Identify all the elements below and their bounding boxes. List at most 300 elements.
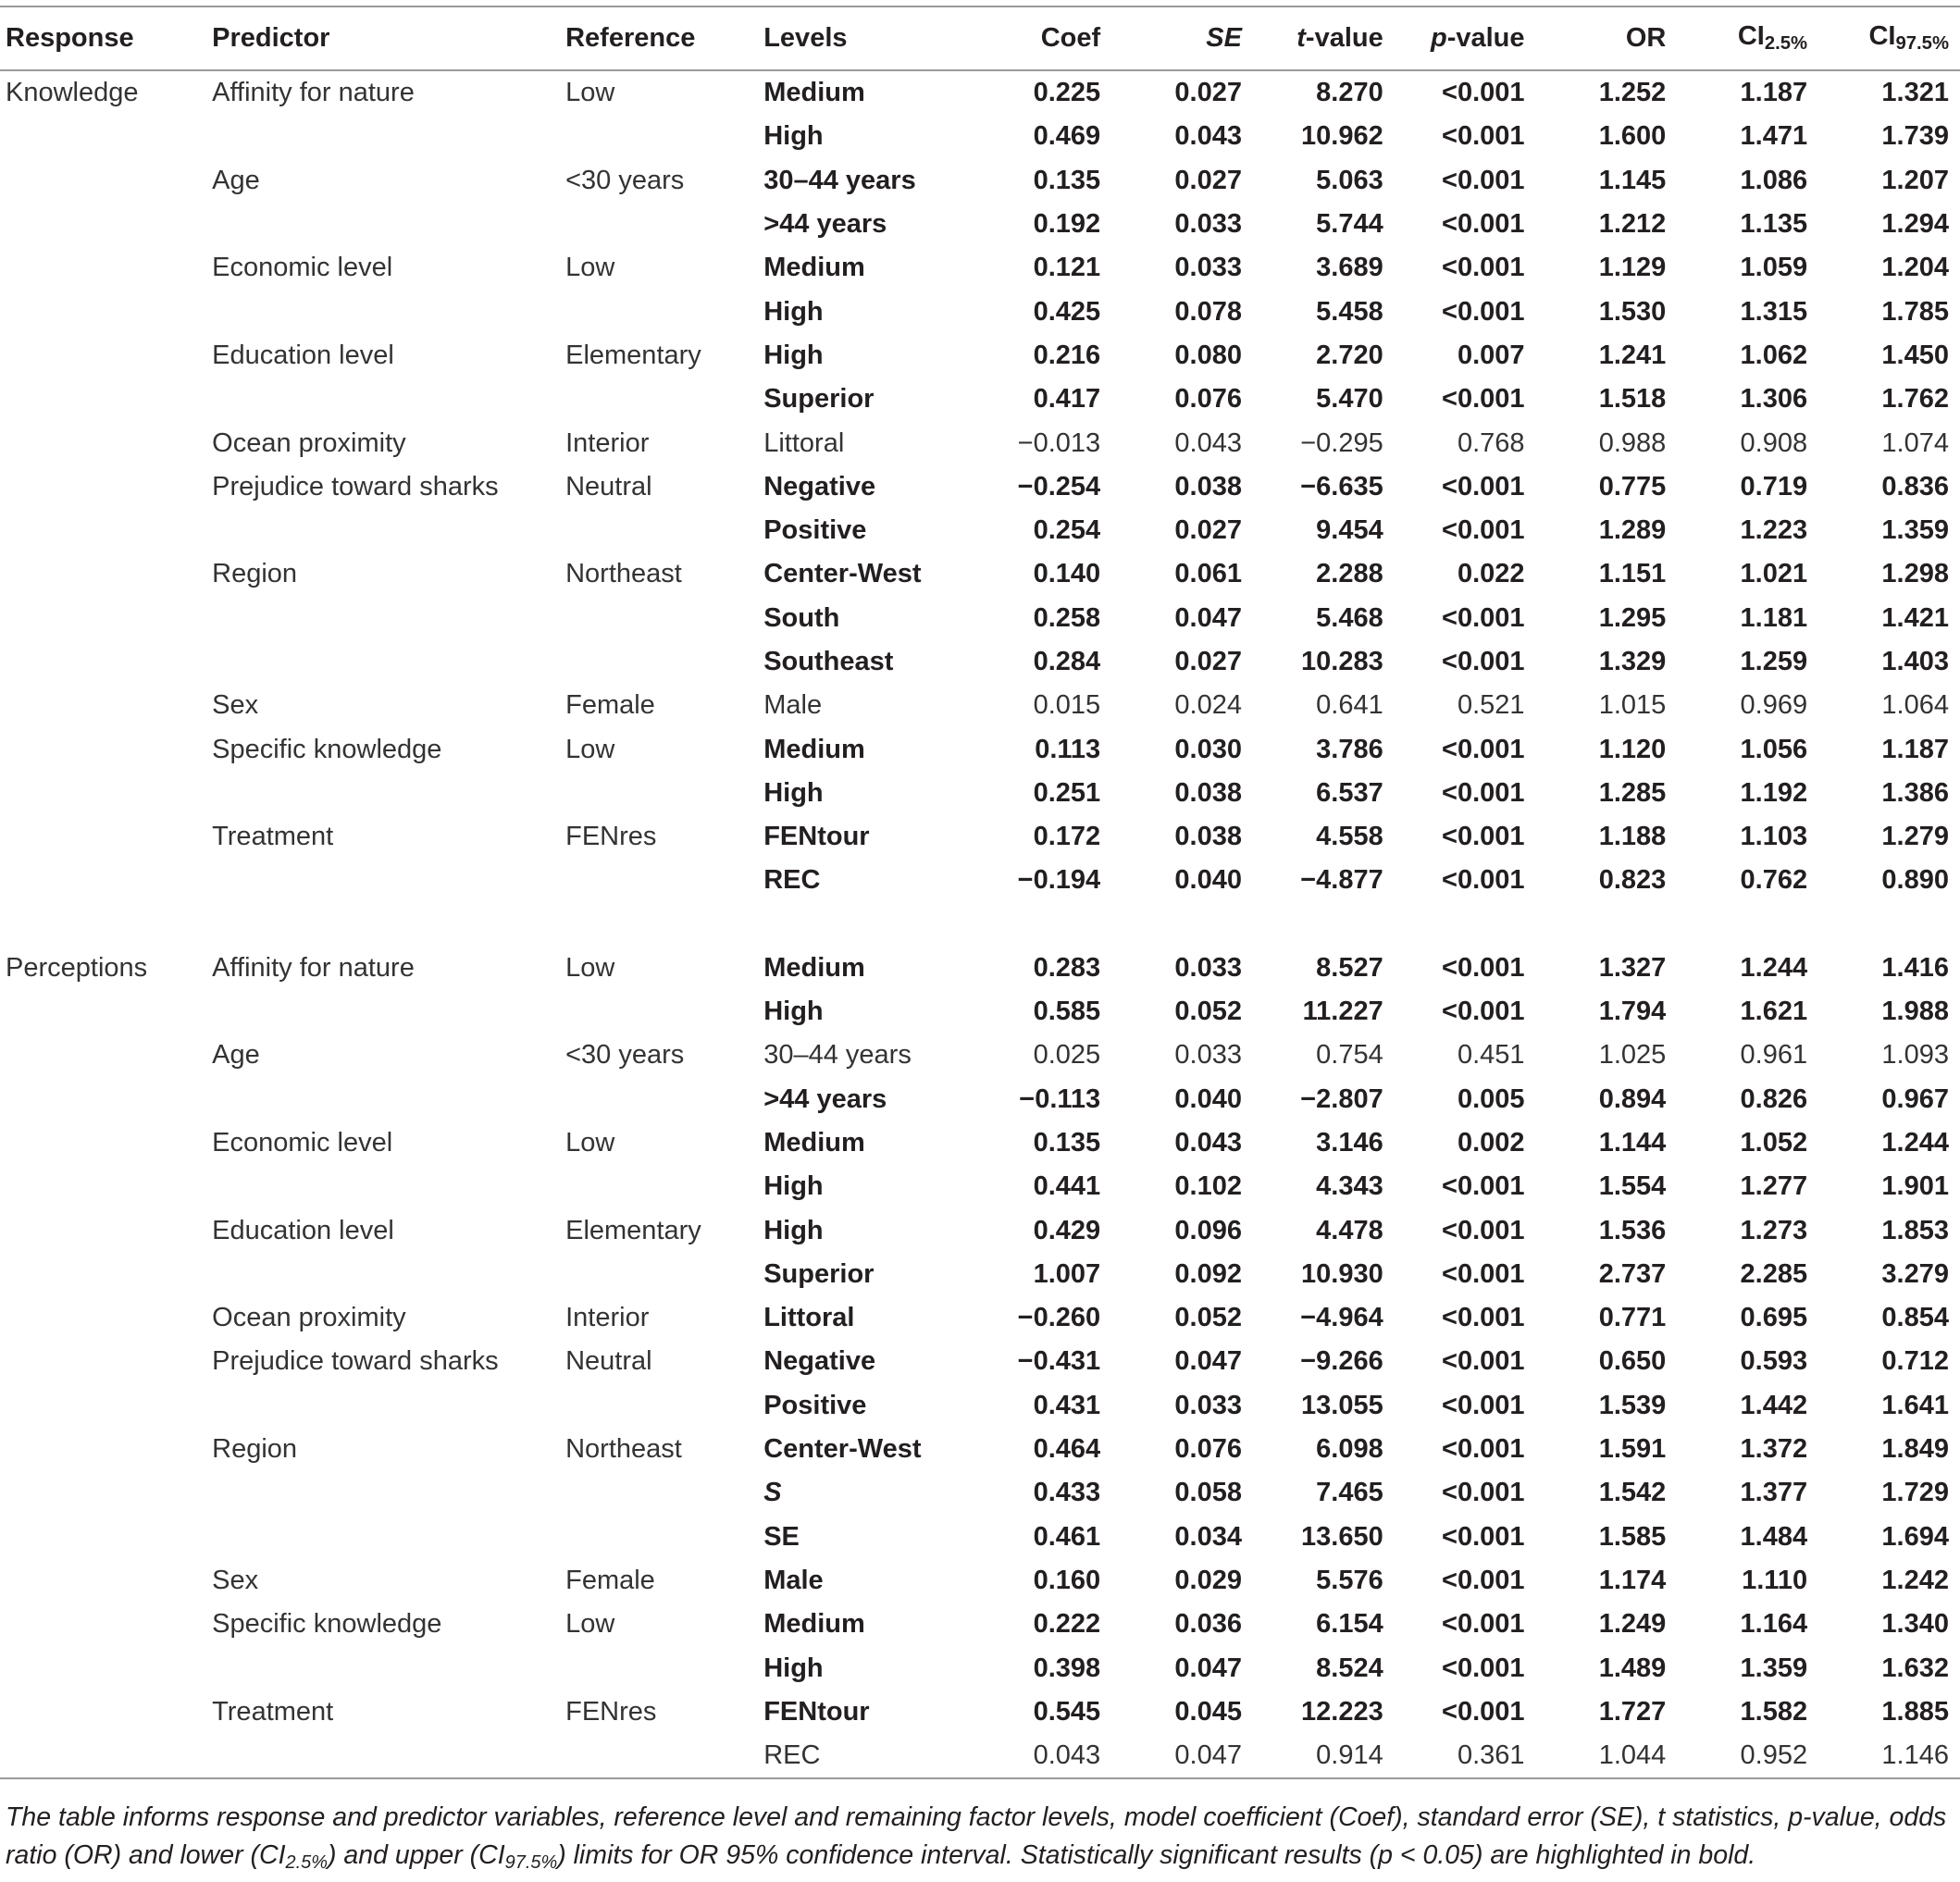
reference-cell — [558, 1165, 756, 1208]
or-cell: 1.295 — [1598, 602, 1667, 633]
header-predictor: Predictor — [205, 6, 558, 70]
ci-low-cell: 1.621 — [1740, 997, 1808, 1027]
reference-cell — [558, 1471, 756, 1515]
table-row — [0, 290, 1960, 333]
ci-low-cell: 0.719 — [1740, 471, 1808, 501]
level-cell: SE — [763, 1521, 800, 1552]
or-cell: 0.894 — [1598, 1083, 1667, 1114]
p-value-cell: 0.521 — [1457, 690, 1525, 721]
or-cell: 1.536 — [1598, 1215, 1667, 1245]
coef-cell: 0.433 — [1033, 1478, 1101, 1508]
coef-cell: 0.216 — [1033, 340, 1101, 370]
predictor-cell: Education level — [212, 1215, 394, 1245]
coef-cell: −0.013 — [1017, 427, 1101, 458]
se-cell: 0.030 — [1174, 734, 1242, 764]
predictor-cell: Prejudice toward sharks — [212, 471, 499, 501]
t-value-cell: −0.295 — [1300, 427, 1383, 458]
level-cell: Male — [763, 690, 823, 721]
table-row — [0, 640, 1960, 684]
t-value-cell: 11.227 — [1302, 997, 1383, 1027]
level-cell: High — [763, 777, 824, 808]
coef-cell: 0.135 — [1033, 1127, 1101, 1158]
se-cell: 0.033 — [1174, 1390, 1242, 1420]
se-cell: 0.092 — [1174, 1258, 1242, 1289]
t-value-cell: 6.154 — [1316, 1609, 1383, 1640]
se-cell: 0.038 — [1174, 777, 1242, 808]
p-value-cell: 0.005 — [1457, 1083, 1525, 1114]
p-value-cell: <0.001 — [1442, 1390, 1525, 1420]
or-cell: 1.542 — [1598, 1478, 1667, 1508]
table-row — [0, 1646, 1960, 1690]
se-cell: 0.029 — [1174, 1565, 1242, 1595]
response-cell — [0, 246, 205, 290]
reference-cell: <30 years — [565, 165, 685, 195]
p-value-cell: <0.001 — [1442, 1521, 1525, 1552]
coef-cell: 0.417 — [1033, 384, 1101, 415]
p-value-cell: <0.001 — [1442, 1565, 1525, 1595]
coef-cell: 0.140 — [1033, 559, 1101, 589]
t-value-cell: 5.468 — [1316, 602, 1383, 633]
se-cell: 0.027 — [1174, 515, 1242, 546]
reference-cell — [558, 203, 756, 246]
predictor-cell: Age — [212, 1040, 260, 1071]
coef-cell: 0.254 — [1033, 515, 1101, 546]
header-or: OR — [1536, 6, 1678, 70]
ci-low-cell: 1.244 — [1740, 952, 1808, 983]
ci-low-cell: 1.223 — [1740, 515, 1808, 546]
t-value-cell: 13.055 — [1301, 1390, 1383, 1420]
response-cell — [0, 465, 205, 509]
p-value-cell: 0.002 — [1457, 1127, 1525, 1158]
predictor-cell: Economic level — [212, 1127, 393, 1158]
ci-high-cell: 1.340 — [1881, 1609, 1949, 1640]
response-cell — [0, 1559, 205, 1603]
table-row — [0, 815, 1960, 859]
reference-cell: Interior — [565, 427, 650, 458]
header-response: Response — [0, 6, 205, 70]
table-header — [0, 6, 1960, 70]
table-row — [0, 1559, 1960, 1603]
ci-high-cell: 1.074 — [1881, 427, 1949, 458]
reference-cell — [558, 1253, 756, 1296]
se-cell: 0.027 — [1174, 78, 1242, 108]
or-cell: 1.145 — [1598, 165, 1667, 195]
or-cell: 0.823 — [1598, 865, 1667, 896]
table-row — [0, 552, 1960, 596]
se-cell: 0.047 — [1111, 1734, 1253, 1778]
se-cell: 0.033 — [1174, 209, 1242, 240]
table-caption — [6, 1799, 1949, 1882]
se-cell: 0.040 — [1174, 1083, 1242, 1114]
coef-cell: −0.194 — [1017, 865, 1101, 896]
header-ci-high-sub: 97.5% — [1895, 33, 1949, 55]
predictor-cell — [205, 1078, 558, 1121]
coef-cell: −0.254 — [1017, 471, 1101, 501]
t-value-cell: 9.454 — [1316, 515, 1383, 546]
response-cell — [0, 684, 205, 727]
p-value-cell: <0.001 — [1442, 1258, 1525, 1289]
ci-high-cell: 1.242 — [1881, 1565, 1949, 1595]
t-value-cell: 0.914 — [1253, 1734, 1395, 1778]
ci-low-cell: 1.062 — [1740, 340, 1808, 370]
level-cell: 30–44 years — [763, 1040, 912, 1071]
predictor-cell — [205, 1384, 558, 1428]
ci-high-cell: 1.207 — [1881, 165, 1949, 195]
predictor-cell: Prejudice toward sharks — [212, 1346, 499, 1377]
se-cell: 0.040 — [1174, 865, 1242, 896]
ci-low-cell: 0.826 — [1740, 1083, 1808, 1114]
ci-low-cell: 0.762 — [1740, 865, 1808, 896]
t-value-cell: 2.288 — [1316, 559, 1383, 589]
se-cell: 0.080 — [1174, 340, 1242, 370]
table-row — [0, 1603, 1960, 1646]
level-cell: >44 years — [763, 1083, 887, 1114]
p-value-cell: <0.001 — [1442, 209, 1525, 240]
reference-cell: Neutral — [565, 471, 652, 501]
predictor-cell — [205, 1471, 558, 1515]
reference-cell: FENres — [565, 822, 657, 852]
reference-cell — [558, 990, 756, 1034]
response-cell — [0, 1734, 205, 1778]
reference-cell — [558, 1734, 756, 1778]
ci-low-cell: 1.372 — [1740, 1434, 1808, 1465]
t-value-cell: 8.527 — [1316, 952, 1383, 983]
p-value-cell: <0.001 — [1442, 997, 1525, 1027]
coef-cell: 0.464 — [1033, 1434, 1101, 1465]
ci-high-cell: 0.712 — [1881, 1346, 1949, 1377]
reference-cell: Female — [565, 690, 655, 721]
ci-high-cell: 1.298 — [1881, 559, 1949, 589]
response-cell — [0, 203, 205, 246]
table-row — [0, 1296, 1960, 1340]
coef-cell: 0.015 — [1033, 690, 1101, 721]
level-cell: Medium — [763, 78, 865, 108]
ci-high-cell: 1.403 — [1881, 647, 1949, 676]
ci-high-cell: 1.244 — [1881, 1127, 1949, 1158]
ci-low-cell: 1.059 — [1740, 253, 1808, 283]
or-cell: 0.650 — [1598, 1346, 1667, 1377]
predictor-cell: Economic level — [212, 253, 393, 283]
response-cell — [0, 1296, 205, 1340]
caption-sub-1: 2.5% — [285, 1851, 328, 1873]
se-cell: 0.045 — [1174, 1696, 1242, 1727]
coef-cell: 0.225 — [1033, 78, 1101, 108]
se-cell: 0.043 — [1174, 121, 1242, 152]
reference-cell: Northeast — [565, 1434, 682, 1465]
t-value-cell: 8.270 — [1316, 78, 1383, 108]
predictor-cell — [205, 203, 558, 246]
p-value-cell: <0.001 — [1442, 78, 1525, 108]
t-value-cell: 4.343 — [1316, 1171, 1383, 1202]
predictor-cell — [205, 990, 558, 1034]
ci-high-cell: 0.836 — [1881, 471, 1949, 501]
response-cell — [0, 1034, 205, 1077]
or-cell: 1.174 — [1598, 1565, 1667, 1595]
response-cell — [0, 640, 205, 684]
p-value-cell: <0.001 — [1442, 1303, 1525, 1333]
or-cell: 0.775 — [1598, 471, 1667, 501]
t-value-cell: 3.786 — [1316, 734, 1383, 764]
level-cell: Medium — [763, 952, 865, 983]
p-value-cell: <0.001 — [1442, 1696, 1525, 1727]
t-value-cell: 3.689 — [1316, 253, 1383, 283]
ci-low-cell: 0.961 — [1740, 1040, 1808, 1071]
response-cell — [0, 378, 205, 421]
se-cell: 0.102 — [1174, 1171, 1242, 1202]
table-row — [0, 990, 1960, 1034]
or-cell: 1.044 — [1536, 1734, 1678, 1778]
or-cell: 1.252 — [1598, 78, 1667, 108]
or-cell: 1.329 — [1598, 647, 1667, 676]
p-value-cell: <0.001 — [1442, 1434, 1525, 1465]
table-row — [0, 1078, 1960, 1121]
predictor-cell — [205, 1165, 558, 1208]
ci-high-cell: 1.294 — [1881, 209, 1949, 240]
p-value-cell: <0.001 — [1442, 952, 1525, 983]
t-value-cell: 4.478 — [1316, 1215, 1383, 1245]
table-row — [0, 1734, 1960, 1778]
reference-cell: Neutral — [565, 1346, 652, 1377]
ci-low-cell: 0.952 — [1677, 1734, 1818, 1778]
coef-cell: 0.469 — [1033, 121, 1101, 152]
se-cell: 0.043 — [1174, 427, 1242, 458]
response-cell — [0, 1208, 205, 1252]
table-row — [0, 246, 1960, 290]
predictor-cell: Treatment — [212, 1696, 334, 1727]
ci-high-cell: 1.321 — [1881, 78, 1949, 108]
or-cell: 1.249 — [1598, 1609, 1667, 1640]
ci-low-cell: 1.259 — [1740, 647, 1808, 676]
or-cell: 1.285 — [1598, 777, 1667, 808]
level-cell: South — [763, 602, 840, 633]
response-cell — [0, 597, 205, 640]
p-value-cell: 0.361 — [1395, 1734, 1536, 1778]
table-row — [0, 334, 1960, 378]
reference-cell: Low — [565, 253, 615, 283]
or-cell: 0.988 — [1598, 427, 1667, 458]
or-cell: 1.794 — [1598, 997, 1667, 1027]
ci-high-cell: 1.359 — [1881, 515, 1949, 546]
p-value-cell: <0.001 — [1442, 165, 1525, 195]
coef-cell: 0.284 — [1033, 647, 1101, 676]
predictor-cell — [205, 1646, 558, 1690]
ci-low-cell: 1.192 — [1740, 777, 1808, 808]
caption-sub-2: 97.5% — [504, 1851, 558, 1873]
se-cell: 0.078 — [1174, 296, 1242, 327]
se-cell: 0.043 — [1174, 1127, 1242, 1158]
or-cell: 1.585 — [1598, 1521, 1667, 1552]
coef-cell: 0.398 — [1033, 1653, 1101, 1683]
p-value-cell: <0.001 — [1442, 471, 1525, 501]
t-value-cell: 5.744 — [1316, 209, 1383, 240]
or-cell: 2.737 — [1598, 1258, 1667, 1289]
predictor-cell: Ocean proximity — [212, 427, 406, 458]
header-reference: Reference — [558, 6, 756, 70]
response-cell — [0, 1121, 205, 1165]
coef-cell: 0.258 — [1033, 602, 1101, 633]
coef-cell: −0.260 — [1017, 1303, 1101, 1333]
se-cell: 0.024 — [1174, 690, 1242, 721]
or-cell: 1.289 — [1598, 515, 1667, 546]
se-cell: 0.027 — [1174, 165, 1242, 195]
table-row — [0, 684, 1960, 727]
or-cell: 1.015 — [1598, 690, 1667, 721]
reference-cell — [558, 290, 756, 333]
p-value-cell: <0.001 — [1442, 515, 1525, 546]
or-cell: 1.489 — [1598, 1653, 1667, 1683]
table-row — [0, 727, 1960, 771]
level-cell: High — [763, 340, 824, 370]
or-cell: 1.727 — [1598, 1696, 1667, 1727]
ci-low-cell: 1.582 — [1740, 1696, 1808, 1727]
response-cell — [0, 421, 205, 464]
level-cell: Littoral — [763, 427, 845, 458]
coef-cell: 0.441 — [1033, 1171, 1101, 1202]
ci-low-cell: 1.135 — [1740, 209, 1808, 240]
or-cell: 1.591 — [1598, 1434, 1667, 1465]
reference-cell: <30 years — [565, 1040, 685, 1071]
predictor-cell: Region — [212, 559, 298, 589]
coef-cell: −0.113 — [1019, 1083, 1101, 1114]
header-t-rest: -value — [1305, 23, 1383, 53]
response-cell — [0, 727, 205, 771]
table-row — [0, 1034, 1960, 1077]
reference-cell: Northeast — [565, 559, 682, 589]
reference-cell: FENres — [565, 1696, 657, 1727]
coef-cell: 0.160 — [1033, 1565, 1101, 1595]
reference-cell: Low — [565, 952, 615, 983]
header-ci-high-base: CI — [1868, 21, 1896, 52]
coef-cell: 0.431 — [1033, 1390, 1101, 1420]
table-row — [0, 1690, 1960, 1734]
caption-part-3: ) limits for OR 95% confidence interval. Statistically significant results (p < 0.05) are highlighted in bold. — [557, 1840, 1756, 1870]
se-cell: 0.052 — [1174, 997, 1242, 1027]
t-value-cell: 5.576 — [1316, 1565, 1383, 1595]
reference-cell: Low — [565, 1127, 615, 1158]
p-value-cell: <0.001 — [1442, 1653, 1525, 1683]
response-cell — [0, 1516, 205, 1559]
t-value-cell: 0.641 — [1316, 690, 1383, 721]
p-value-cell: <0.001 — [1442, 777, 1525, 808]
table-body — [0, 70, 1960, 1778]
reference-cell: Interior — [565, 1303, 650, 1333]
table-row — [0, 70, 1960, 115]
response-cell — [0, 990, 205, 1034]
predictor-cell: Specific knowledge — [212, 1609, 442, 1640]
table-row — [0, 1340, 1960, 1383]
p-value-cell: <0.001 — [1442, 1346, 1525, 1377]
ci-low-cell: 1.315 — [1740, 296, 1808, 327]
reference-cell — [558, 772, 756, 815]
se-cell: 0.033 — [1174, 1040, 1242, 1071]
ci-low-cell: 0.695 — [1740, 1303, 1808, 1333]
or-cell: 1.212 — [1598, 209, 1667, 240]
reference-cell — [558, 509, 756, 552]
ci-low-cell: 0.908 — [1740, 427, 1808, 458]
ci-low-cell: 1.484 — [1740, 1521, 1808, 1552]
reference-cell — [558, 859, 756, 902]
predictor-cell: Sex — [212, 1565, 259, 1595]
level-cell: High — [763, 121, 824, 152]
level-cell: S — [763, 1478, 782, 1508]
p-value-cell: <0.001 — [1442, 384, 1525, 415]
t-value-cell: 7.465 — [1316, 1478, 1383, 1508]
ci-high-cell: 0.967 — [1881, 1083, 1949, 1114]
response-cell — [0, 115, 205, 158]
table-row — [0, 115, 1960, 158]
table-row — [0, 1471, 1960, 1515]
p-value-cell: 0.451 — [1457, 1040, 1525, 1071]
table-row — [0, 203, 1960, 246]
se-cell: 0.033 — [1174, 253, 1242, 283]
ci-low-cell: 0.593 — [1740, 1346, 1808, 1377]
predictor-cell — [205, 1253, 558, 1296]
coef-cell: 1.007 — [1033, 1258, 1101, 1289]
t-value-cell: 4.558 — [1316, 822, 1383, 852]
response-cell: Knowledge — [6, 78, 139, 108]
predictor-cell — [205, 772, 558, 815]
p-value-cell: <0.001 — [1442, 1609, 1525, 1640]
level-cell: Negative — [763, 471, 876, 501]
or-cell: 1.025 — [1598, 1040, 1667, 1071]
or-cell: 0.771 — [1598, 1303, 1667, 1333]
level-cell: High — [763, 296, 824, 327]
level-cell: Medium — [763, 734, 865, 764]
or-cell: 1.554 — [1598, 1171, 1667, 1202]
table-row — [0, 378, 1960, 421]
t-value-cell: −6.635 — [1300, 471, 1383, 501]
t-value-cell: −4.964 — [1300, 1303, 1383, 1333]
header-ci-low-sub: 2.5% — [1764, 33, 1808, 55]
table-row — [0, 1165, 1960, 1208]
t-value-cell: 6.537 — [1316, 777, 1383, 808]
level-cell: >44 years — [763, 209, 887, 240]
ci-high-cell: 1.849 — [1881, 1434, 1949, 1465]
predictor-cell: Ocean proximity — [212, 1303, 406, 1333]
t-value-cell: 10.283 — [1301, 647, 1383, 676]
level-cell: High — [763, 1215, 824, 1245]
level-cell: 30–44 years — [763, 165, 916, 195]
ci-low-cell: 1.086 — [1740, 165, 1808, 195]
response-cell — [0, 1428, 205, 1471]
level-cell: Male — [763, 1565, 824, 1595]
table-row — [0, 1121, 1960, 1165]
table-row — [0, 1516, 1960, 1559]
coef-cell: 0.461 — [1033, 1521, 1101, 1552]
level-cell: Littoral — [763, 1303, 855, 1333]
reference-cell: Elementary — [565, 340, 701, 370]
ci-high-cell: 1.729 — [1881, 1478, 1949, 1508]
or-cell: 1.120 — [1598, 734, 1667, 764]
se-cell: 0.036 — [1174, 1609, 1242, 1640]
ci-low-cell: 1.377 — [1740, 1478, 1808, 1508]
level-cell: FENtour — [763, 1696, 870, 1727]
level-cell: Center-West — [763, 559, 922, 589]
ci-high-cell: 0.890 — [1881, 865, 1949, 896]
predictor-cell: Region — [212, 1434, 298, 1465]
or-cell: 1.327 — [1598, 952, 1667, 983]
response-cell — [0, 290, 205, 333]
ci-high-cell: 1.739 — [1881, 121, 1949, 152]
ci-high-cell: 1.988 — [1881, 997, 1949, 1027]
p-value-cell: <0.001 — [1442, 865, 1525, 896]
or-cell: 1.539 — [1598, 1390, 1667, 1420]
ci-low-cell: 0.969 — [1740, 690, 1808, 721]
coef-cell: 0.545 — [1033, 1696, 1101, 1727]
response-cell — [0, 552, 205, 596]
group-spacer — [0, 903, 1960, 947]
t-value-cell: 5.470 — [1316, 384, 1383, 415]
